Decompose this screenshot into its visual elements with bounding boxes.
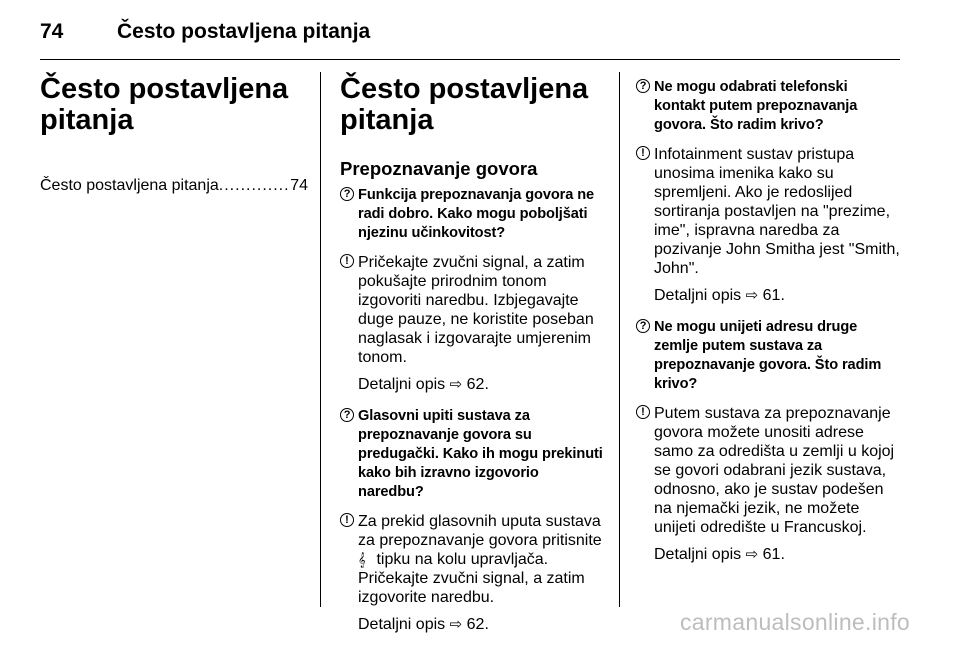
detail-page: 62. <box>466 376 489 393</box>
chapter-title: Često postavljena pitanja <box>40 73 289 136</box>
answer-2-text-start: Za prekid glasovnih uputa sustava za prepoznavanje govora pritisnite <box>358 513 602 549</box>
question-icon: ? <box>636 79 650 93</box>
column-divider-1 <box>320 72 321 607</box>
reference-arrow-icon: ⇨ <box>449 616 463 633</box>
detail-ref-4[interactable] <box>636 545 902 564</box>
detail-ref-1[interactable] <box>340 375 606 394</box>
watermark: carmanualsonline.info <box>679 609 910 635</box>
toc-entry-label: Često postavljena pitanja <box>40 177 219 194</box>
middle-column <box>340 74 606 647</box>
left-column <box>40 74 308 196</box>
running-title: Često postavljena pitanja <box>117 20 371 43</box>
answer-2-text-end: tipku na kolu upravljača. Pričekajte zvučni signal, a zatim izgovorite naredbu. <box>358 551 585 606</box>
page-number: 74 <box>40 20 64 43</box>
question-4-text: Ne mogu unijeti adresu druge zemlje putem sustava za prepoznavanje govora. Što radim krivo? <box>654 319 882 392</box>
column-divider-2 <box>619 72 620 607</box>
detail-page: 62. <box>466 616 489 633</box>
right-column <box>636 78 902 577</box>
answer-icon: ! <box>636 405 650 419</box>
subsection-heading: Prepoznavanje govora <box>340 158 538 179</box>
detail-label: Detaljni opis <box>358 376 446 393</box>
toc-leader-dots <box>219 176 290 196</box>
question-icon: ? <box>340 187 354 201</box>
detail-page: 61. <box>762 546 785 563</box>
question-3 <box>636 78 902 135</box>
answer-1 <box>340 253 606 367</box>
answer-4-text: Putem sustava za prepoznavanje govora možete unositi adrese samo za odredišta u zemlji u kojoj se govori odabrani jezik sustava, odnosno, ako je sustav podešen na njemački jezik, ne možete unijeti odredište u Francuskoj. <box>654 405 895 536</box>
question-1-text: Funkcija prepoznavanja govora ne radi dobro. Kako mogu poboljšati njezinu učinkovitost? <box>358 187 595 241</box>
voice-control-icon: 𝄞 <box>358 552 366 567</box>
question-2 <box>340 407 606 502</box>
answer-4 <box>636 404 902 537</box>
toc-entry[interactable] <box>40 176 308 196</box>
detail-label: Detaljni opis <box>654 287 742 304</box>
section-title: Često postavljena pitanja <box>340 73 589 136</box>
detail-ref-2[interactable] <box>340 615 606 634</box>
answer-icon: ! <box>340 254 354 268</box>
reference-arrow-icon: ⇨ <box>745 546 759 563</box>
header-rule <box>40 59 900 60</box>
detail-label: Detaljni opis <box>654 546 742 563</box>
question-icon: ? <box>636 319 650 333</box>
answer-icon: ! <box>636 146 650 160</box>
reference-arrow-icon: ⇨ <box>449 376 463 393</box>
question-4 <box>636 318 902 394</box>
reference-arrow-icon: ⇨ <box>745 287 759 304</box>
toc-entry-page: 74 <box>290 177 308 194</box>
detail-page: 61. <box>762 287 785 304</box>
answer-1-text: Pričekajte zvučni signal, a zatim pokušajte prirodnim tonom izgovoriti naredbu. Izbjegavajte duge pauze, ne koristite poseban naglasak i izgovarajte umjerenim tonom. <box>358 254 594 366</box>
detail-label: Detaljni opis <box>358 616 446 633</box>
answer-3 <box>636 145 902 278</box>
answer-3-text: Infotainment sustav pristupa unosima imenika kako su spremljeni. Ako je redoslijed sortiranja postavljen na "prezime, ime", ispravna naredba za pozivanje John Smitha jest "Smith, John". <box>654 146 900 277</box>
answer-2 <box>340 512 606 607</box>
question-1 <box>340 186 606 243</box>
answer-icon: ! <box>340 513 354 527</box>
question-3-text: Ne mogu odabrati telefonski kontakt putem prepoznavanja govora. Što radim krivo? <box>654 79 858 133</box>
question-icon: ? <box>340 408 354 422</box>
detail-ref-3[interactable] <box>636 286 902 305</box>
question-2-text: Glasovni upiti sustava za prepoznavanje govora su predugački. Kako ih mogu prekinuti kako bih izravno izgovorio naredbu? <box>358 408 603 500</box>
